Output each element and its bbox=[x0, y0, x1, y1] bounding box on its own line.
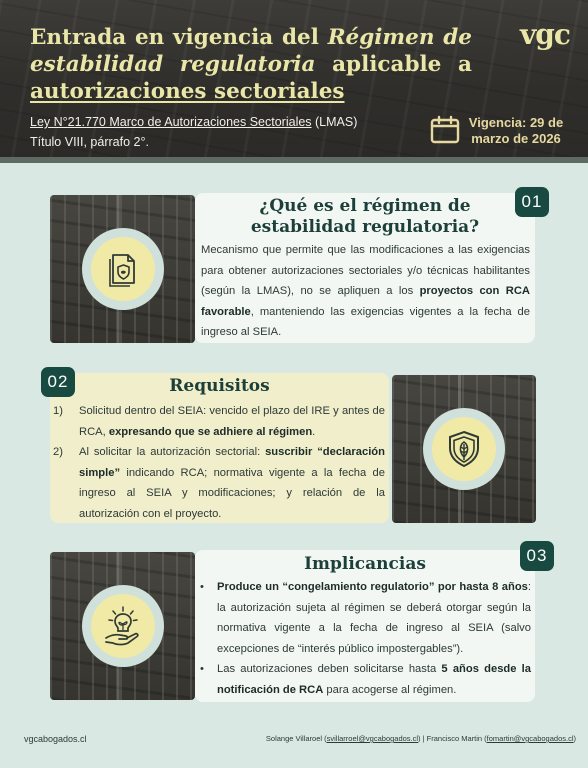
leaf-shield-icon bbox=[444, 429, 484, 469]
section2-card bbox=[50, 373, 389, 523]
title-text-underlined: autorizaciones sectoriales bbox=[30, 79, 345, 104]
section3-title: Implicancias bbox=[304, 554, 426, 574]
calendar-icon bbox=[430, 115, 460, 145]
email-link-1[interactable]: svillarroel@vgcabogados.cl bbox=[326, 734, 419, 743]
footer-website[interactable]: vgcabogados.cl bbox=[24, 734, 87, 744]
section1-description: Mecanismo que permite que las modificaciones a las exigencias para obtener autorizaciones sectoriales y/o técnicas habilitantes (según la LMAS), no se apliquen a los proyectos con RCA favorable, manteniendo las exigencias vigentes a la fecha de ingreso al SEIA. bbox=[201, 244, 530, 338]
law-abbrev: (LMAS) bbox=[311, 115, 358, 129]
vigencia-date bbox=[466, 115, 566, 147]
page-title bbox=[30, 24, 472, 105]
section2-requirements-list bbox=[53, 401, 385, 524]
section1-number-badge: 01 bbox=[515, 187, 549, 217]
section1-title-line-2: estabilidad regulatoria? bbox=[250, 217, 480, 237]
section2-photo bbox=[392, 375, 536, 523]
footer-authors: Solange Villaroel (svillarroel@vgcabogados.cl) | Francisco Martin (fomartin@vgcabogados.cl) bbox=[265, 734, 576, 743]
law-section: Título VIII, párrafo 2°. bbox=[30, 135, 149, 149]
list-item: • Las autorizaciones deben solicitarse hasta 5 años desde la notificación de RCA para acogerse al régimen. bbox=[200, 663, 532, 696]
vigencia-line-2: marzo de 2026 bbox=[471, 131, 561, 146]
title-text-1: Entrada en vigencia del bbox=[30, 25, 328, 50]
list-item: • Produce un “congelamiento regulatorio” por hasta 8 años: la autorización sujeta al régimen se deberá otorgar según la normativa vigente a la fecha de ingreso al SEIA (salvo excepciones de “interés público impostergables”). bbox=[200, 581, 531, 655]
section1-icon-badge bbox=[82, 228, 164, 310]
vgc-logo[interactable]: vgc bbox=[520, 18, 570, 51]
section3-icon-badge bbox=[82, 585, 164, 667]
section1-title-line-1: ¿Qué es el régimen de bbox=[259, 196, 471, 216]
section1-card bbox=[195, 193, 535, 343]
section3-implications-list bbox=[200, 577, 531, 700]
law-link[interactable]: Ley N°21.770 Marco de Autorizaciones Sectoriales bbox=[30, 115, 312, 129]
list-item: 2) Al solicitar la autorización sectorial: suscribir “declaración simple” indicando RCA; normativa vigente a la fecha de ingreso al SEIA y modificaciones; y relación de la autorización con el proyecto. bbox=[53, 446, 385, 520]
vigencia-line-1: Vigencia: 29 de bbox=[468, 115, 564, 130]
section2-icon-badge bbox=[423, 408, 505, 490]
section3-photo bbox=[50, 552, 195, 700]
hand-lightbulb-icon bbox=[102, 605, 144, 647]
document-shield-icon bbox=[104, 250, 142, 288]
section2-title: Requisitos bbox=[169, 376, 270, 396]
list-item: 1) Solicitud dentro del SEIA: vencido el plazo del IRE y antes de RCA, expresando que se adhiere al régimen. bbox=[53, 405, 385, 438]
title-text-italic: Régimen de estabilidad regulatoria bbox=[30, 25, 472, 77]
section1-title bbox=[205, 196, 525, 238]
law-reference bbox=[30, 112, 420, 152]
section3-card bbox=[195, 550, 535, 702]
title-text-2: aplicable a bbox=[315, 52, 472, 77]
email-link-2[interactable]: fomartin@vgcabogados.cl bbox=[486, 734, 574, 743]
section3-number-badge: 03 bbox=[520, 541, 554, 571]
header-banner bbox=[0, 0, 588, 163]
section1-photo bbox=[50, 195, 195, 343]
section2-number-badge: 02 bbox=[41, 367, 75, 397]
section1-highlight: proyectos con RCA favorable bbox=[201, 285, 530, 318]
